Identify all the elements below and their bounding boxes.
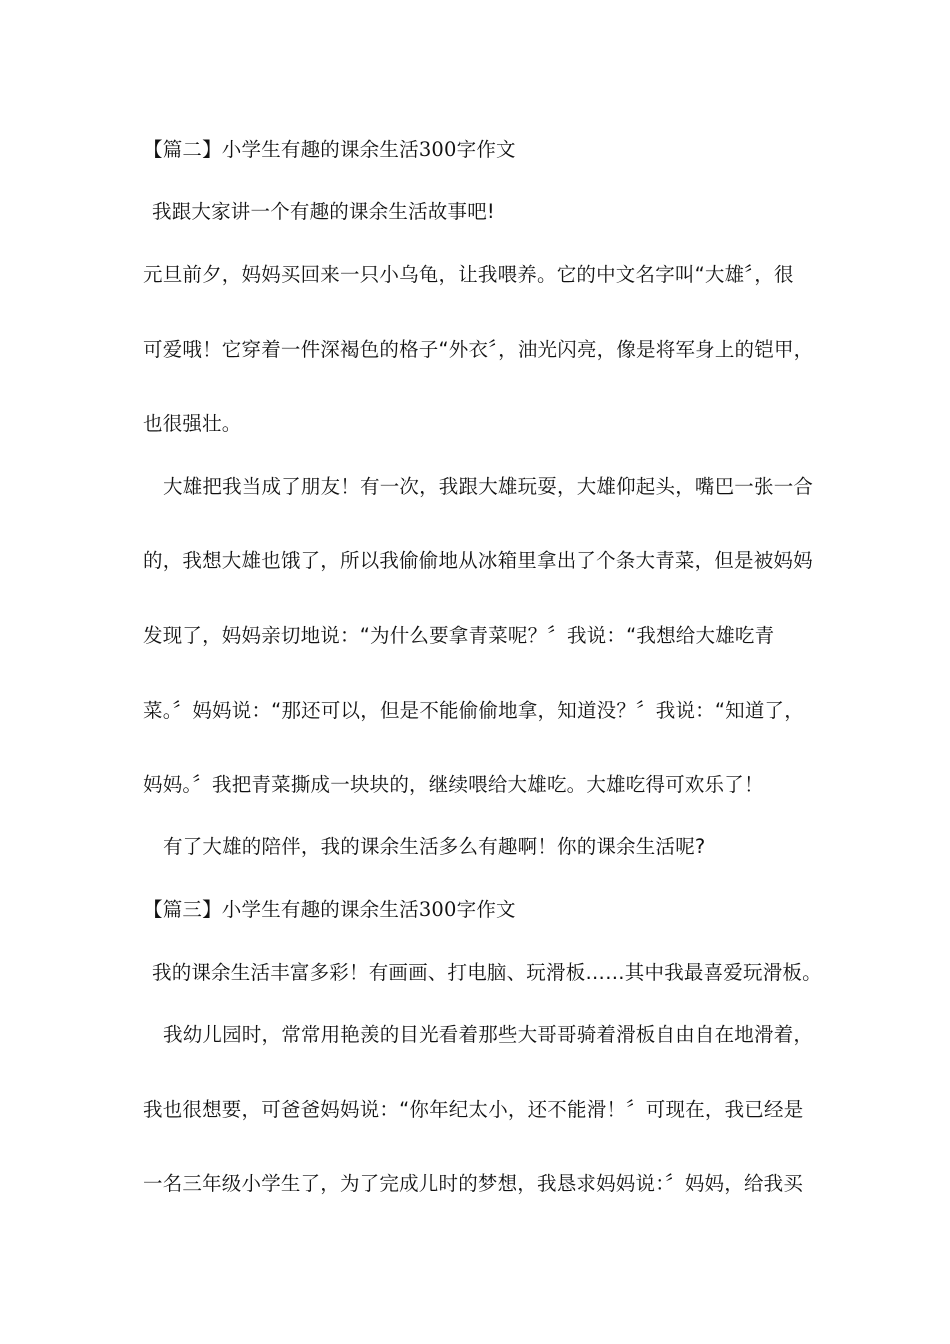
- section-3-heading: [143, 897, 516, 923]
- section-3-heading-prefix: 【篇三】小学生有趣的课余生活: [143, 898, 419, 921]
- paragraph-line: 有了大雄的陪伴，我的课余生活多么有趣啊！你的课余生活呢?: [163, 835, 706, 858]
- section-2-heading-suffix: 字作文: [456, 138, 516, 161]
- section-2-heading-number: 300: [418, 138, 457, 161]
- paragraph-line: 我也很想要，可爸爸妈妈说：“你年纪太小，还不能滑！〞可现在，我已经是: [143, 1098, 804, 1121]
- paragraph-line: 的，我想大雄也饿了，所以我偷偷地从冰箱里拿出了个条大青菜，但是被妈妈: [143, 549, 813, 572]
- section-2-heading-prefix: 【篇二】小学生有趣的课余生活: [143, 138, 419, 161]
- paragraph-line: 可爱哦！它穿着一件深褐色的格子“外衣〞，油光闪亮，像是将军身上的铠甲，: [143, 338, 814, 361]
- paragraph-line: 我的课余生活丰富多彩！有画画、打电脑、玩滑板……其中我最喜爱玩滑板。: [152, 961, 822, 984]
- paragraph-line: 也很强壮。: [143, 412, 242, 435]
- paragraph-line: 我跟大家讲一个有趣的课余生活故事吧!: [152, 200, 495, 223]
- paragraph-line: 我幼儿园时，常常用艳羡的目光看着那些大哥哥骑着滑板自由自在地滑着，: [163, 1023, 814, 1046]
- section-3-heading-suffix: 字作文: [456, 898, 516, 921]
- paragraph-line: 一名三年级小学生了，为了完成儿时的梦想，我恳求妈妈说：〞妈妈，给我买: [143, 1172, 804, 1195]
- paragraph-line: 妈妈。〞我把青菜撕成一块块的，继续喂给大雄吃。大雄吃得可欢乐了！: [143, 773, 764, 796]
- paragraph-line: 大雄把我当成了朋友！有一次，我跟大雄玩耍，大雄仰起头，嘴巴一张一合: [163, 475, 814, 498]
- paragraph-line: 元旦前夕，妈妈买回来一只小乌龟，让我喂养。它的中文名字叫“大雄〞，很: [143, 263, 794, 286]
- paragraph-line: 发现了，妈妈亲切地说：“为什么要拿青菜呢？〞我说：“我想给大雄吃青: [143, 624, 775, 647]
- section-3-heading-number: 300: [418, 898, 457, 921]
- paragraph-line: 菜。〞妈妈说：“那还可以，但是不能偷偷地拿，知道没？〞我说：“知道了，: [143, 699, 804, 722]
- section-2-heading: [143, 137, 516, 163]
